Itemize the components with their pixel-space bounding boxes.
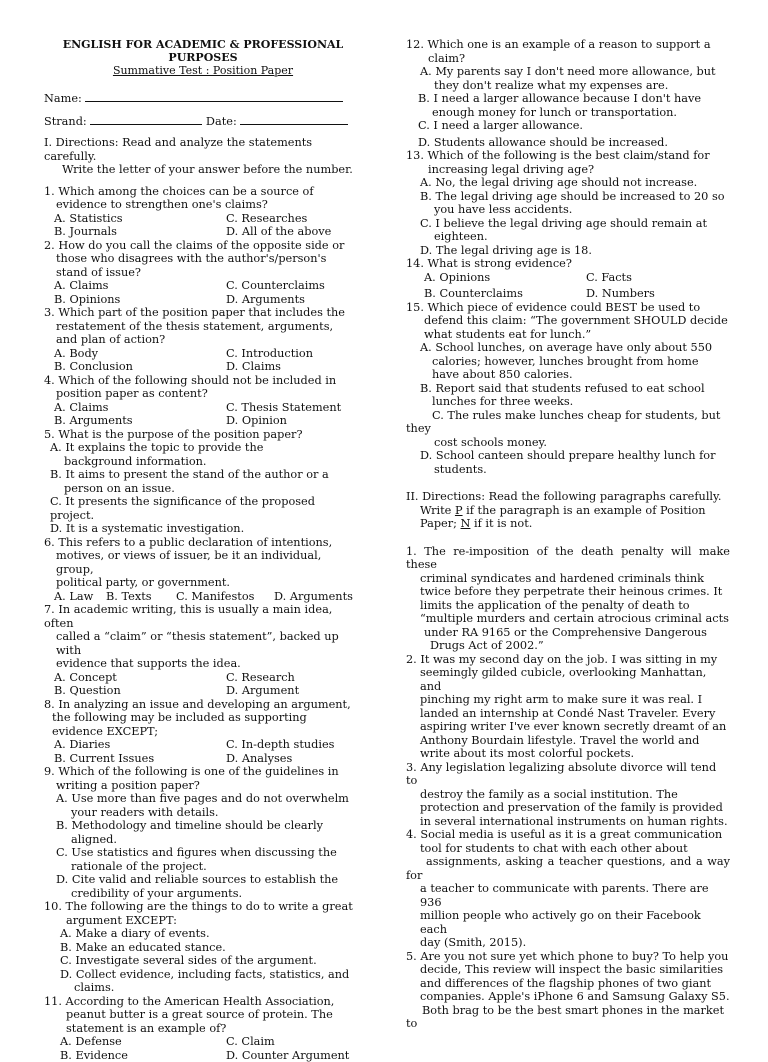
p5-line1: 5. Are you not sure yet which phone to buy? To help you <box>406 950 730 964</box>
q12-option-d: D. Students allowance should be increased. <box>406 136 730 150</box>
right-column <box>406 38 730 1031</box>
q15-option-c-wrap: they <box>406 422 730 436</box>
q1-stem-2: evidence to strengthen one's claims? <box>44 198 362 212</box>
q10-option-a: A. Make a diary of events. <box>44 927 362 941</box>
q5-stem: 5. What is the purpose of the position paper? <box>44 428 362 442</box>
q2-option-a: A. Claims <box>54 279 226 293</box>
p4-line3-wrap: for <box>406 869 730 883</box>
q2-option-b: B. Opinions <box>54 293 226 307</box>
question-10 <box>44 900 362 995</box>
q9-option-d-2: credibility of your arguments. <box>44 887 362 901</box>
part1-directions-line1: I. Directions: Read and analyze the statements carefully. <box>44 136 362 163</box>
q4-option-c: C. Thesis Statement <box>226 401 362 415</box>
q9-option-a: A. Use more than five pages and do not overwhelm <box>44 792 362 806</box>
p1-line4: limits the application of the penalty of death to <box>406 599 730 613</box>
q10-stem-2: argument EXCEPT: <box>44 914 362 928</box>
q11-options <box>44 1035 362 1062</box>
q12-stem: 12. Which one is an example of a reason to support a <box>406 38 730 52</box>
q6-option-b: B. Texts <box>106 590 176 604</box>
paragraph-1 <box>406 545 730 653</box>
q5-option-d: D. It is a systematic investigation. <box>44 522 362 536</box>
q1-option-c: C. Researches <box>226 212 362 226</box>
q11-stem: 11. According to the American Health Association, <box>44 995 362 1009</box>
q3-option-d: D. Claims <box>226 360 362 374</box>
p5-line4: companies. Apple's iPhone 6 and Samsung Galaxy S5. <box>406 990 730 1004</box>
q8-option-a: A. Diaries <box>54 738 226 752</box>
question-5 <box>44 428 362 536</box>
q1-stem: 1. Which among the choices can be a source of <box>44 185 362 199</box>
q7-stem: 7. In academic writing, this is usually a main idea, often <box>44 603 362 630</box>
part2-n-letter: N <box>461 517 471 530</box>
q7-stem-3: evidence that supports the idea. <box>44 657 362 671</box>
q14-options <box>406 271 730 301</box>
q12-option-c: C. I need a larger allowance. <box>406 119 730 133</box>
q4-stem-2: position paper as content? <box>44 387 362 401</box>
q6-option-d: D. Arguments <box>274 590 362 604</box>
q11-option-c: C. Claim <box>226 1035 362 1049</box>
q3-stem-2: restatement of the thesis statement, arguments, <box>44 320 362 334</box>
q15-option-a-3: have about 850 calories. <box>406 368 730 382</box>
q4-option-b: B. Arguments <box>54 414 226 428</box>
question-1 <box>44 185 362 239</box>
q6-option-c: C. Manifestos <box>176 590 274 604</box>
q5-option-b: B. It aims to present the stand of the author or a <box>44 468 362 482</box>
q7-option-b: B. Question <box>54 684 226 698</box>
question-4 <box>44 374 362 428</box>
q7-stem-2: called a “claim” or “thesis statement”, backed up with <box>44 630 362 657</box>
part2-dir-text-4: if it is not. <box>470 517 532 530</box>
part2-dir-text-2: if the paragraph is an example of Position <box>463 504 706 517</box>
q4-option-a: A. Claims <box>54 401 226 415</box>
paragraph-2 <box>406 653 730 761</box>
q10-option-c: C. Investigate several sides of the argument. <box>44 954 362 968</box>
part2-dir-text: Write <box>420 504 455 517</box>
q14-stem: 14. What is strong evidence? <box>406 257 730 271</box>
q1-option-b: B. Journals <box>54 225 226 239</box>
p5-line5: Both brag to be the best smart phones in the market <box>406 1004 730 1018</box>
q15-option-b: B. Report said that students refused to eat school <box>406 382 730 396</box>
paragraph-4 <box>406 828 730 950</box>
q2-stem-3: stand of issue? <box>44 266 362 280</box>
paragraph-5 <box>406 950 730 1031</box>
p2-line1: 2. It was my second day on the job. I was sitting in my <box>406 653 730 667</box>
q5-option-b-2: person on an issue. <box>44 482 362 496</box>
q9-option-c-2: rationale of the project. <box>44 860 362 874</box>
q4-option-d: D. Opinion <box>226 414 362 428</box>
q7-option-a: A. Concept <box>54 671 226 685</box>
q15-option-d: D. School canteen should prepare healthy lunch for <box>406 449 730 463</box>
p1-line1: 1. The re-imposition of the death penalty will make <box>406 545 730 559</box>
question-11 <box>44 995 362 1062</box>
part1-directions-line2: Write the letter of your answer before the number. <box>44 163 362 177</box>
q13-option-a: A. No, the legal driving age should not increase. <box>406 176 730 190</box>
q13-option-b: B. The legal driving age should be increased to 20 so <box>406 190 730 204</box>
q1-option-d: D. All of the above <box>226 225 362 239</box>
q13-option-b-2: you have less accidents. <box>406 203 730 217</box>
q8-options <box>44 738 362 765</box>
q12-option-b: B. I need a larger allowance because I don't have <box>406 92 730 106</box>
q5-option-a-2: background information. <box>44 455 362 469</box>
q7-option-c: C. Research <box>226 671 362 685</box>
q1-option-a: A. Statistics <box>54 212 226 226</box>
question-14 <box>406 257 730 301</box>
q15-option-c: C. The rules make lunches cheap for students, but <box>406 409 730 423</box>
q3-options <box>44 347 362 374</box>
p4-line4: a teacher to communicate with parents. There are 936 <box>406 882 730 909</box>
q2-options <box>44 279 362 306</box>
q9-option-b-2: aligned. <box>44 833 362 847</box>
q6-options <box>44 590 362 604</box>
q2-stem-2: those who disagrees with the author's/person's <box>44 252 362 266</box>
p1-line1-wrap: these <box>406 558 730 572</box>
q13-stem-2: increasing legal driving age? <box>406 163 730 177</box>
paragraph-3 <box>406 761 730 829</box>
part2-dir-text-3: Paper; <box>420 517 461 530</box>
q1-options <box>44 212 362 239</box>
p2-line5: aspiring writer I've ever known secretly dreamt of an <box>406 720 730 734</box>
part2-directions-line2 <box>406 504 730 518</box>
p1-line7: Drugs Act of 2002.” <box>406 639 730 653</box>
q9-option-d: D. Cite valid and reliable sources to establish the <box>44 873 362 887</box>
page-title: ENGLISH FOR ACADEMIC & PROFESSIONAL PURPOSES <box>44 38 362 64</box>
q14-option-a: A. Opinions <box>424 271 586 285</box>
q3-option-c: C. Introduction <box>226 347 362 361</box>
q11-option-b: B. Evidence <box>60 1049 226 1062</box>
q14-option-b: B. Counterclaims <box>424 287 586 301</box>
q3-option-b: B. Conclusion <box>54 360 226 374</box>
p2-line7: write about its most colorful pockets. <box>406 747 730 761</box>
q15-option-c-2: cost schools money. <box>406 436 730 450</box>
q5-option-a: A. It explains the topic to provide the <box>44 441 362 455</box>
p2-line2: seemingly gilded cubicle, overlooking Manhattan, and <box>406 666 730 693</box>
p1-line5: “multiple murders and certain atrocious criminal acts <box>406 612 730 626</box>
q3-option-a: A. Body <box>54 347 226 361</box>
q8-option-d: D. Analyses <box>226 752 362 766</box>
part2-directions-line1: II. Directions: Read the following paragraphs carefully. <box>406 490 730 504</box>
q10-option-b: B. Make an educated stance. <box>44 941 362 955</box>
q7-options <box>44 671 362 698</box>
p2-line3: pinching my right arm to make sure it was real. I <box>406 693 730 707</box>
q15-option-a-2: calories; however, lunches brought from home <box>406 355 730 369</box>
q11-stem-3: statement is an example of? <box>44 1022 362 1036</box>
question-15 <box>406 301 730 477</box>
q13-option-c: C. I believe the legal driving age should remain at <box>406 217 730 231</box>
q13-option-d: D. The legal driving age is 18. <box>406 244 730 258</box>
q2-option-d: D. Arguments <box>226 293 362 307</box>
p5-line3: and differences of the flagship phones of two giant <box>406 977 730 991</box>
q9-stem-2: writing a position paper? <box>44 779 362 793</box>
name-field[interactable] <box>44 91 362 106</box>
question-9 <box>44 765 362 900</box>
q6-stem: 6. This refers to a public declaration of intentions, <box>44 536 362 550</box>
p3-line4: in several international instruments on human rights. <box>406 815 730 829</box>
q8-option-c: C. In-depth studies <box>226 738 362 752</box>
q15-stem-2: defend this claim: “The government SHOULD decide <box>406 314 730 328</box>
part2-directions <box>406 490 730 531</box>
q5-option-c: C. It presents the significance of the proposed project. <box>44 495 362 522</box>
p3-line3: protection and preservation of the family is provided <box>406 801 730 815</box>
q2-stem: 2. How do you call the claims of the opposite side or <box>44 239 362 253</box>
q8-stem-2: the following may be included as supporting <box>44 711 362 725</box>
q11-option-d: D. Counter Argument <box>226 1049 362 1062</box>
q11-option-a: A. Defense <box>60 1035 226 1049</box>
q7-option-d: D. Argument <box>226 684 362 698</box>
q8-stem-3: evidence EXCEPT; <box>44 725 362 739</box>
q4-stem: 4. Which of the following should not be included in <box>44 374 362 388</box>
q14-option-c: C. Facts <box>586 271 730 285</box>
question-8 <box>44 698 362 766</box>
q10-option-d-2: claims. <box>44 981 362 995</box>
question-6 <box>44 536 362 604</box>
q12-option-a: A. My parents say I don't need more allowance, but <box>406 65 730 79</box>
p4-line2: tool for students to chat with each other about <box>406 842 730 856</box>
q15-stem-3: what students eat for lunch.” <box>406 328 730 342</box>
p4-line6: day (Smith, 2015). <box>406 936 730 950</box>
p2-line6: Anthony Bourdain lifestyle. Travel the world and <box>406 734 730 748</box>
q15-option-b-2: lunches for three weeks. <box>406 395 730 409</box>
p4-line5: million people who actively go on their Facebook each <box>406 909 730 936</box>
strand-label: Strand: <box>44 115 87 128</box>
q10-option-d: D. Collect evidence, including facts, statistics, and <box>44 968 362 982</box>
p5-line5-wrap: to <box>406 1017 730 1031</box>
q4-options <box>44 401 362 428</box>
q15-option-d-2: students. <box>406 463 730 477</box>
q8-option-b: B. Current Issues <box>54 752 226 766</box>
q6-stem-3: political party, or government. <box>44 576 362 590</box>
q10-stem: 10. The following are the things to do to write a great <box>44 900 362 914</box>
q15-option-a: A. School lunches, on average have only about 550 <box>406 341 730 355</box>
p1-line6: under RA 9165 or the Comprehensive Dangerous <box>406 626 730 640</box>
question-12 <box>406 38 730 149</box>
q8-stem: 8. In analyzing an issue and developing an argument, <box>44 698 362 712</box>
p3-line2: destroy the family as a social institution. The <box>406 788 730 802</box>
p4-line1: 4. Social media is useful as it is a great communication <box>406 828 730 842</box>
p2-line4: landed an internship at Condé Nast Traveler. Every <box>406 707 730 721</box>
q9-option-b: B. Methodology and timeline should be clearly <box>44 819 362 833</box>
q9-option-a-2: your readers with details. <box>44 806 362 820</box>
q6-stem-2: motives, or views of issuer, be it an individual, group, <box>44 549 362 576</box>
question-7 <box>44 603 362 698</box>
question-13 <box>406 149 730 257</box>
left-column <box>44 38 362 1062</box>
p1-line3: twice before they perpetrate their heinous crimes. It <box>406 585 730 599</box>
q3-stem-3: and plan of action? <box>44 333 362 347</box>
q13-stem: 13. Which of the following is the best claim/stand for <box>406 149 730 163</box>
part2-p-letter: P <box>455 504 463 517</box>
q3-stem: 3. Which part of the position paper that includes the <box>44 306 362 320</box>
q13-option-c-2: eighteen. <box>406 230 730 244</box>
name-line[interactable] <box>85 91 343 102</box>
q6-option-a: A. Law <box>54 590 106 604</box>
name-label: Name: <box>44 92 82 105</box>
q12-stem-2: claim? <box>406 52 730 66</box>
part1-directions <box>44 136 362 177</box>
strand-date-field[interactable] <box>44 114 362 129</box>
q12-option-a-2: they don't realize what my expenses are. <box>406 79 730 93</box>
date-line[interactable] <box>240 114 348 125</box>
q2-option-c: C. Counterclaims <box>226 279 362 293</box>
q12-option-b-2: enough money for lunch or transportation. <box>406 106 730 120</box>
q9-option-c: C. Use statistics and figures when discussing the <box>44 846 362 860</box>
p4-line3: assignments, asking a teacher questions, and a way <box>406 855 730 869</box>
question-2 <box>44 239 362 307</box>
q14-option-d: D. Numbers <box>586 287 730 301</box>
q11-stem-2: peanut butter is a great source of protein. The <box>44 1008 362 1022</box>
q15-stem: 15. Which piece of evidence could BEST be used to <box>406 301 730 315</box>
date-label: Date: <box>206 115 237 128</box>
question-3 <box>44 306 362 374</box>
p3-line1: 3. Any legislation legalizing absolute divorce will tend to <box>406 761 730 788</box>
page-subtitle: Summative Test : Position Paper <box>44 64 362 77</box>
part2-directions-line3 <box>406 517 730 531</box>
p1-line2: criminal syndicates and hardened criminals think <box>406 572 730 586</box>
q9-stem: 9. Which of the following is one of the guidelines in <box>44 765 362 779</box>
strand-line[interactable] <box>90 114 202 125</box>
p5-line2: decide, This review will inspect the basic similarities <box>406 963 730 977</box>
